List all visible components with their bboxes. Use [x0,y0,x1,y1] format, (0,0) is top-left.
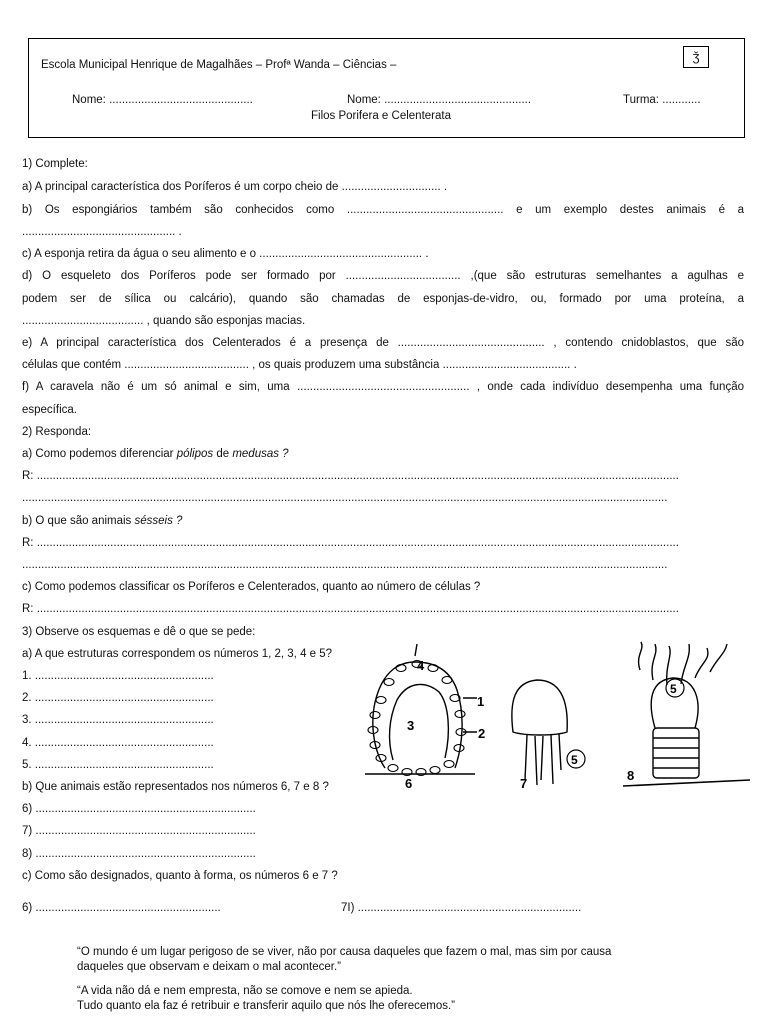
q3-a: a) A que estruturas correspondem os números 1, 2, 3, 4 e 5? [22,648,333,660]
q1-f-line1: f) A caravela não é um só animal e sim, uma ...................................................... , onde cada indivíduo desempenha uma função [22,381,744,393]
q2-a-answer-line2[interactable]: .......................................................................................................................................................................................................... [22,492,668,504]
q2-b-answer[interactable]: R: ......................................................................................................................................................................................................... [22,537,679,549]
q3-b-blank-8[interactable]: 8) ..................................................................... [22,848,256,860]
q3-b-blank-7[interactable]: 7) ..................................................................... [22,825,256,837]
q2-c-answer[interactable]: R: ......................................................................................................................................................................................................... [22,603,679,615]
q3-c-blank-7[interactable]: 7I) ...................................................................... [341,902,582,914]
quote-2-line1: “A vida não dá e nem empresta, não se comove e nem se apieda. [77,985,413,997]
name-field-1: Nome: ............................................. [72,94,253,106]
label-4: 4 [417,658,425,673]
q1-b-line1: b) Os espongiários também são conhecidos como ................................................. e um exemplo destes animais é a [22,204,744,216]
q1-b-line2: ................................................ . [22,226,182,238]
label-7: 7 [520,776,528,791]
q3-blank-1[interactable]: 1. ........................................................ [22,670,214,682]
q3-title: 3) Observe os esquemas e dê o que se pede: [22,626,256,638]
q1-c: c) A esponja retira da água o seu alimento e o ................................................... . [22,248,429,260]
q1-e-line1: e) A principal característica dos Celenterados é a presença de .............................................. , contendo cnidoblastos, que são [22,337,744,349]
name-field-2: Nome: .............................................. [347,94,532,106]
q2-b: b) O que são animais sésseis ? [22,515,183,527]
q3-blank-4[interactable]: 4. ........................................................ [22,737,214,749]
quote-2-line2: Tudo quanto ela faz é retribuir e transferir aquilo que nós lhe oferecemos.” [77,1000,456,1012]
label-6: 6 [405,776,413,791]
quote-1-line2: daqueles que observam e deixam o mal acontecer.” [77,961,342,973]
q2-c: c) Como podemos classificar os Poríferos e Celenterados, quanto ao número de células ? [22,581,481,593]
label-2: 2 [478,726,486,741]
q1-e-line2: células que contém ....................................... , os quais produzem uma substância ........................................ . [22,359,577,371]
label-5-polyp: 5 [670,682,677,696]
q2-b-answer-line2[interactable]: .......................................................................................................................................................................................................... [22,559,668,571]
animal-diagrams [355,640,755,800]
q1-d-line2: podem ser de sílica ou calcário), quando são chamadas de esponjas-de-vidro, ou, formado por uma proteína, a [22,293,744,305]
q3-c: c) Como são designados, quanto à forma, os números 6 e 7 ? [22,870,338,882]
label-5-jellyfish: 5 [571,753,578,767]
q2-a-answer[interactable]: R: ......................................................................................................................................................................................................... [22,470,679,482]
label-8: 8 [627,768,635,783]
q2-title: 2) Responda: [22,426,92,438]
header-box [28,38,745,138]
q1-d-line3: ...................................... , quando são esponjas macias. [22,315,306,327]
school-logo-icon: ǯ [683,46,709,68]
q1-a: a) A principal característica dos Poríferos é um corpo cheio de ............................... . [22,181,448,193]
q2-a: a) Como podemos diferenciar pólipos de medusas ? [22,448,289,460]
jellyfish-drawing [512,680,567,785]
q3-b: b) Que animais estão representados nos números 6, 7 e 8 ? [22,781,329,793]
q1-title: 1) Complete: [22,158,88,170]
q3-blank-5[interactable]: 5. ........................................................ [22,759,214,771]
q3-b-blank-6[interactable]: 6) ..................................................................... [22,803,256,815]
label-3: 3 [407,718,415,733]
school-line: Escola Municipal Henrique de Magalhães – Profª Wanda – Ciências – [41,59,397,71]
polyp-drawing [623,642,750,786]
label-1: 1 [477,694,485,709]
q1-f-line2: específica. [22,404,77,416]
worksheet-subtitle: Filos Porifera e Celenterata [311,110,451,122]
q3-blank-3[interactable]: 3. ........................................................ [22,714,214,726]
class-field: Turma: ............ [623,94,701,106]
q1-d-line1: d) O esqueleto dos Poríferos pode ser formado por .................................... ,(que são estruturas semelhantes a agulhas e [22,270,744,282]
quote-1-line1: “O mundo é um lugar perigoso de se viver, não por causa daqueles que fazem o mal, mas sim por causa [77,946,612,958]
q3-blank-2[interactable]: 2. ........................................................ [22,692,214,704]
q3-c-blank-6[interactable]: 6) .......................................................... [22,902,221,914]
